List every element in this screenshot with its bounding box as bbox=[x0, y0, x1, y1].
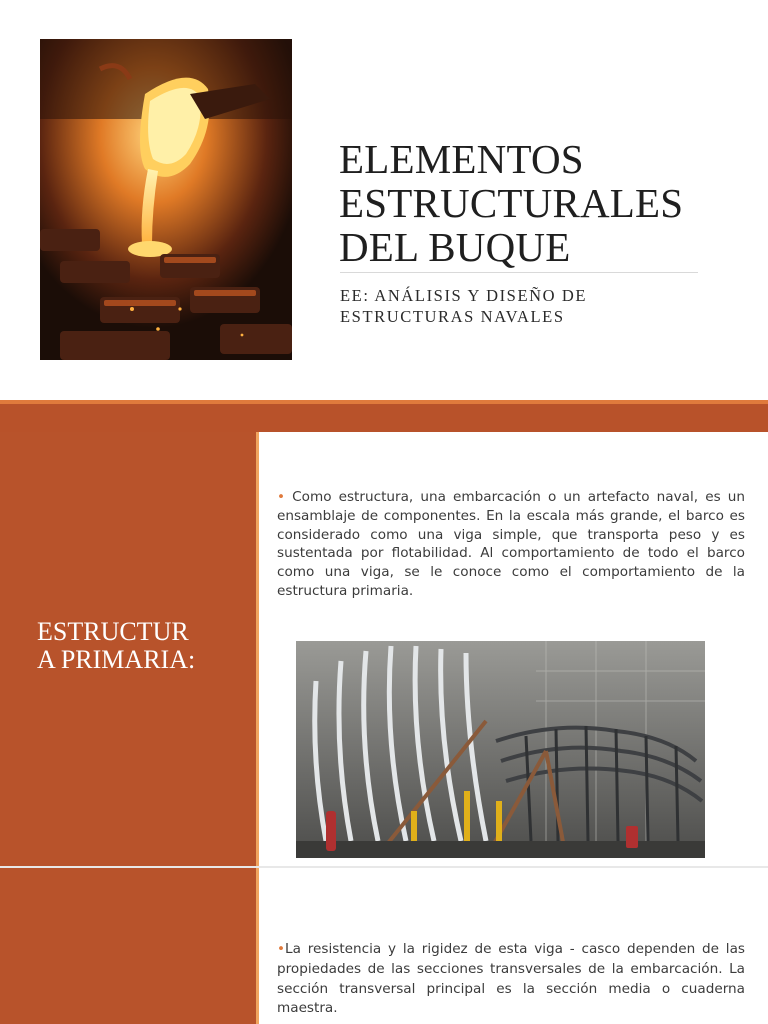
bullet-text: Como estructura, una embarcación o un artefacto naval, es un ensamblaje de componentes. En la escala más grande, el barco es considerado como una viga simple, que transporta peso y es sustentada por flotabilidad. Al comportamiento de todo el barco como una viga, se le conoce como el comportamiento de la estructura primaria. bbox=[277, 489, 745, 599]
section-title bbox=[37, 618, 237, 674]
subtitle-line-1: EE: ANÁLISIS Y DISEÑO DE bbox=[340, 286, 588, 305]
bullet-marker-3: • bbox=[277, 941, 286, 957]
title-slide bbox=[0, 0, 768, 400]
section-title-panel-3 bbox=[0, 868, 256, 1024]
footer-band bbox=[0, 400, 768, 432]
bullet-marker: • bbox=[277, 489, 286, 505]
accent-stripe-3 bbox=[256, 868, 259, 1024]
bullet-paragraph bbox=[277, 488, 745, 601]
title-divider bbox=[340, 272, 698, 273]
slide-title bbox=[339, 137, 739, 269]
section-title-line-2: A PRIMARIA: bbox=[37, 645, 196, 674]
accent-stripe bbox=[256, 432, 259, 866]
hull-section-slide bbox=[0, 868, 768, 1024]
subtitle-line-2: ESTRUCTURAS NAVALES bbox=[340, 307, 565, 326]
bullet-paragraph-3 bbox=[277, 940, 745, 1019]
footer-band-highlight bbox=[0, 400, 768, 404]
title-line-1: ELEMENTOS bbox=[339, 136, 584, 182]
molten-metal-photo bbox=[40, 39, 292, 360]
primary-structure-slide bbox=[0, 432, 768, 866]
title-line-3: DEL BUQUE bbox=[339, 224, 571, 270]
title-line-2: ESTRUCTURALES bbox=[339, 180, 684, 226]
slide-subtitle bbox=[340, 285, 740, 327]
bullet-text-3: La resistencia y la rigidez de esta viga - casco dependen de las propiedades de las secciones transversales de la embarcación. La sección transversal principal es la sección media o cuaderna maestra. bbox=[277, 941, 745, 1017]
section-title-line-1: ESTRUCTUR bbox=[37, 617, 189, 646]
ship-hull-photo bbox=[296, 641, 705, 858]
